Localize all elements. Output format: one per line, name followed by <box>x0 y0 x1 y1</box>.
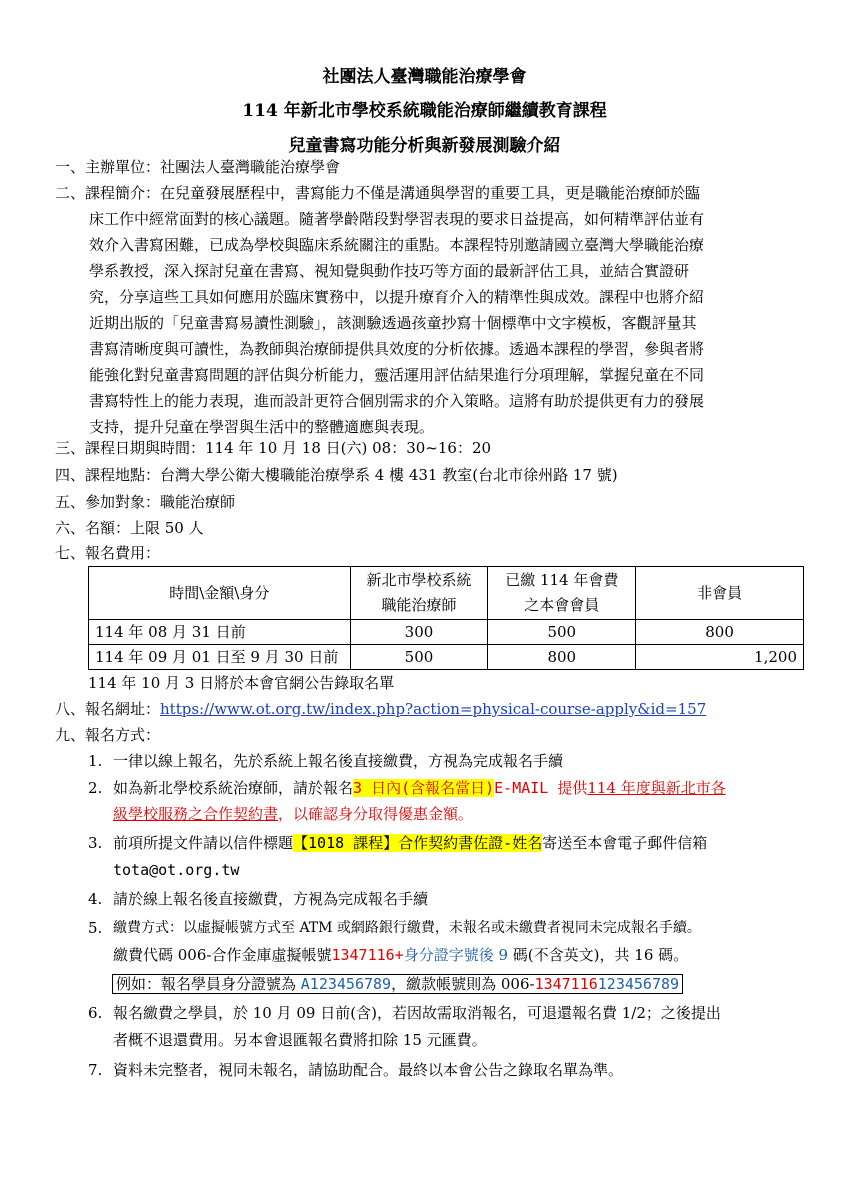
org-title: 社團法人臺灣職能治療學會 <box>322 67 527 87</box>
table-header-row <box>89 567 804 620</box>
email-subject-highlight: 【1018 課程】合作契約書佐證-姓名 <box>293 834 543 852</box>
table-header-cell: 已繳 114 年會費 之本會會員 <box>488 567 636 620</box>
registration-link[interactable]: https://www.ot.org.tw/index.php?action=physical-course-apply&id=157 <box>160 700 707 718</box>
url-label: 八、報名網址： <box>55 700 161 718</box>
intro-line: 究，分享這些工具如何應用於臨床實務中，以提升療育介入的精準性與成效。課程中也將介紹 <box>89 288 705 306</box>
course-title: 114 年新北市學校系統職能治療師繼續教育課程 <box>242 101 607 121</box>
quota-line: 六、名額：上限 50 人 <box>55 519 204 537</box>
method-item-5-example <box>112 971 832 998</box>
date-line: 三、課程日期與時間：114 年 10 月 18 日(六) 08：30~16：20 <box>55 439 492 457</box>
table-header-cell: 新北市學校系統 職能治療師 <box>350 567 488 620</box>
table-header-cell: 時間\金額\身分 <box>89 567 351 620</box>
deadline-highlight: 3 日內(含報名當日) <box>353 779 495 797</box>
intro-line: 支持，提升兒童在學習與生活中的整體適應與表現。 <box>89 418 435 436</box>
intro-line: 書寫清晰度與可讀性，為教師與治療師提供具效度的分析依據。透過本課程的學習，參與者將 <box>89 340 705 358</box>
organizer-line: 一、主辦單位：社團法人臺灣職能治療學會 <box>55 158 341 176</box>
intro-line: 書寫特性上的能力表現，進而設計更符合個別需求的介入策略。這將有助於提供更有力的發展 <box>89 392 705 410</box>
table-cell: 114 年 09 月 01 日至 9 月 30 日前 <box>89 645 351 670</box>
table-cell: 114 年 08 月 31 日前 <box>89 620 351 645</box>
table-cell: 300 <box>350 620 488 645</box>
intro-line: 近期出版的「兒童書寫易讀性測驗」，該測驗透過孩童抄寫十個標準中文字模板，客觀評量其 <box>89 314 697 332</box>
table-row <box>89 620 804 645</box>
intro-line: 學系教授，深入探討兒童在書寫、視知覺與動作技巧等方面的最新評估工具，並結合實證研 <box>89 262 690 280</box>
course-subtitle: 兒童書寫功能分析與新發展測驗介紹 <box>288 136 561 156</box>
announcement: 114 年 10 月 3 日將於本會官網公告錄取名單 <box>88 674 395 692</box>
fee-table <box>88 566 804 670</box>
table-header-cell: 非會員 <box>636 567 804 620</box>
intro-line: 床工作中經常面對的核心議題。隨著學齡階段對學習表現的要求日益提高，如何精準評估並有 <box>89 210 705 228</box>
intro-line: 效介入書寫困難，已成為學校與臨床系統關注的重點。本課程特別邀請國立臺灣大學職能治療 <box>89 236 705 254</box>
example-box: 例如：報名學員身分證號為 A123456789，繳款帳號則為 006-1347116123456789 <box>112 974 683 994</box>
table-cell: 500 <box>488 620 636 645</box>
table-cell: 500 <box>350 645 488 670</box>
venue-line: 四、課程地點：台灣大學公衛大樓職能治療學系 4 樓 431 教室(台北市徐州路 17 號) <box>55 466 618 484</box>
course-intro <box>55 180 815 440</box>
document-page: 社團法人臺灣職能治療學會 114 年新北市學校系統職能治療師繼續教育課程 兒童書寫功能分析與新發展測驗介紹 一、主辦單位：社團法人臺灣職能治療學會 二、課程簡介：在兒童發展歷程中，書寫能力不僅是溝通與學習的重要工具，更是職能治療師於臨 床工作中經常面對的核心議題。隨著學齡階段對學習表現的要求日益提高，如何精準評估並有 效介入書寫困難，已成為學校與臨床系統關注的重點。本課程特別邀請國立臺灣大學職能治療 學系教授，深入探討兒童在書寫、視知覺與動作技巧等方面的最新評估工具，並結合實證研 究，分享這些工具如何應用於臨床實務中，以提升療育介入的精準性與成效。課程中也將介紹 近期出版的「兒童書寫易讀性測驗」，該測驗透過孩童抄寫十個標準中文字模板，客觀評量其 書寫清晰度與可讀性，為教師與治療師提供具效度的分析依據。透過本課程的學習，參與者將 能強化對兒童書寫問題的評估與分析能力，靈活運用評估結果進行分項理解，掌握兒童在不同 書寫特性上的能力表現，進而設計更符合個別需求的介入策略。這將有助於提供更有力的發展 支持，提升兒童在學習與生活中的整體適應與表現。 三、課程日期與時間：114 年 10 月 18 日(六) 08：30~16：20 四、課程地點：台灣大學公衛大樓職能治療學系 4 樓 431 教室(台北市徐州路 17 號) 五、參加對象：職能治療師 六、名額：上限 50 人 七、報名費用： 時間\金額\身分 新北市學校系統 職能治療師 已繳 114 年會費 之本會會員 非會員 114 年 08 月 31 日前 300 500 800 114 年 09 月 01 日至 9 月 30 日前 500 800 1,200 114 年 10 月 3 日將於本會官網公告錄取名單 八、報名網址：https://www.ot.org.tw/index.php?action=physical-course-apply&id=157 九、報名方式： 1. 一律以線上報名，先於系統上報名後直接繳費，方視為完成報名手續 2. 如為新北學校系統治療師，請於報名3 日內(含報名當日)E-MAIL 提供114 年度與新北市各 級學校服務之合作契約書，以確認身分取得優惠金額。 3. 前項所提文件請以信件標題【1018 課程】合作契約書佐證-姓名寄送至本會電子郵件信箱 tota@ot.org.tw 4. 請於線上報名後直接繳費，方視為完成報名手續 5. 繳費方式：以虛擬帳號方式至 ATM 或網路銀行繳費，未報名或未繳費者視同未完成報名手續。 繳費代碼 006-合作金庫虛擬帳號1347116+身分證字號後 9 碼(不含英文)，共 16 碼。 例如：報名學員身分證號為 A123456789，繳款帳號則為 006-1347116123456789 6. 報名繳費之學員，於 10 月 09 日前(含)，若因故需取消報名，可退還報名費 1/2；之後提出 者概不退還費用。另本會退匯報名費將扣除 15 元匯費。 7. 資料未完整者，視同未報名，請協助配合。最終以本會公告之錄取名單為準。 <box>0 0 849 1200</box>
audience-line: 五、參加對象：職能治療師 <box>55 493 236 511</box>
url-line <box>55 697 809 722</box>
contact-email: tota@ot.org.tw <box>113 861 240 879</box>
fee-heading: 七、報名費用： <box>55 544 161 562</box>
table-row <box>89 645 804 670</box>
table-cell: 800 <box>488 645 636 670</box>
table-cell: 1,200 <box>636 645 804 670</box>
method-heading: 九、報名方式： <box>55 726 161 744</box>
intro-line: 能強化對兒童書寫問題的評估與分析能力，靈活運用評估結果進行分項理解，掌握兒童在不同 <box>89 366 705 384</box>
table-cell: 800 <box>636 620 804 645</box>
intro-line: 二、課程簡介：在兒童發展歷程中，書寫能力不僅是溝通與學習的重要工具，更是職能治療師於臨 <box>55 184 701 202</box>
